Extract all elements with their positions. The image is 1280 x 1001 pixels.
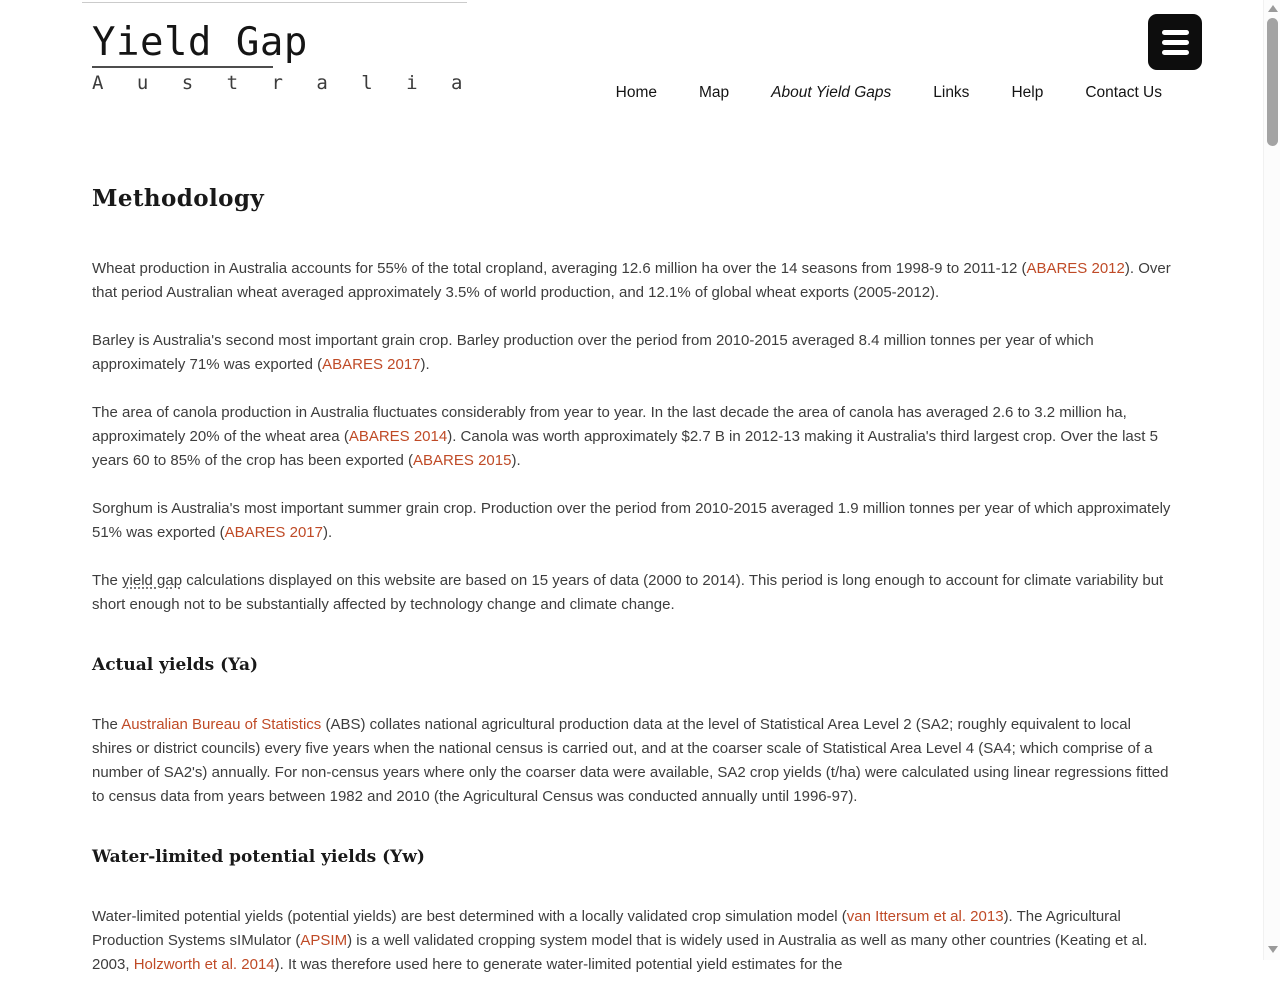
page-content — [92, 185, 1175, 1001]
nav-item-about-yield-gaps[interactable]: About Yield Gaps — [771, 84, 892, 101]
nav-item-help[interactable]: Help — [1011, 84, 1044, 101]
hamburger-icon — [1162, 40, 1189, 45]
scroll-down-icon[interactable] — [1268, 946, 1278, 953]
paragraph-sorghum — [92, 497, 1175, 545]
paragraph-yield-gap — [92, 569, 1175, 617]
inline-link[interactable]: ABARES 2015 — [413, 452, 512, 469]
hamburger-menu-button[interactable] — [1148, 14, 1202, 70]
text-segment: The — [92, 572, 123, 589]
section-heading-actual-yields: Actual yields (Ya) — [92, 655, 259, 675]
nav-item-links[interactable]: Links — [933, 84, 970, 101]
scroll-up-icon[interactable] — [1268, 5, 1278, 12]
site-logo-title: Yield Gap — [92, 20, 308, 65]
text-segment: ). — [420, 356, 430, 373]
inline-link[interactable]: ABARES 2017 — [224, 524, 323, 541]
text-segment: Water-limited potential yields (potential yields) are best determined with a locally validated crop simulation model ( — [92, 908, 847, 925]
paragraph-actual-yields — [92, 713, 1175, 809]
page-title: Methodology — [92, 185, 265, 212]
inline-link[interactable]: ABARES 2017 — [322, 356, 421, 373]
text-segment: calculations displayed on this website are based on 15 years of data (2000 to 2014). This period is long enough to account for climate variability but short enough not to be substantially affected by technology change and climate change. — [92, 572, 1164, 613]
text-segment: (ABS) collates national agricultural production data at the level of Statistical Area Level 2 (SA2; roughly equivalent to local shires or district councils) every five years when the national census is carried out, and at the coarser scale of Statistical Area Level 4 (SA4; which comprise of a number of SA2's) annually. For non-census years where only the coarser data were available, SA2 crop yields (t/ha) were calculated using linear regressions fitted to census data from years between 1982 and 2010 (the Agricultural Census was conducted annually until 1996-97). — [92, 716, 1169, 805]
header-top-divider — [82, 2, 467, 3]
text-segment: The — [92, 716, 122, 733]
text-segment: Barley is Australia's second most important grain crop. Barley production over the period from 2010-2015 averaged 8.4 million tonnes per year of which approximately 71% was exported ( — [92, 332, 1094, 373]
text-segment: The area of canola production in Australia fluctuates considerably from year to year. In the last decade the area of canola has averaged 2.6 to 3.2 million ha, approximately 20% of the wheat area ( — [92, 404, 1127, 445]
nav-item-map[interactable]: Map — [699, 84, 730, 101]
inline-link[interactable]: van Ittersum et al. 2013 — [846, 908, 1004, 925]
hamburger-icon — [1162, 50, 1189, 55]
main-nav — [616, 84, 1162, 102]
text-segment: ) is a well validated cropping system model that is widely used in Australia as well as many other countries (Keating et al. 2003, — [92, 932, 1148, 973]
nav-item-home[interactable]: Home — [615, 84, 658, 101]
inline-link[interactable]: Holzworth et al. 2014 — [133, 956, 275, 973]
section-heading-water-limited-yields: Water-limited potential yields (Yw) — [92, 847, 425, 867]
defined-term: yield gap — [122, 572, 183, 589]
paragraph-water-limited-yields — [92, 905, 1175, 977]
paragraph-wheat — [92, 257, 1175, 305]
text-segment: ). Over that period Australian wheat averaged approximately 3.5% of world production, and 12.1% of global wheat exports (2005-2012). — [92, 260, 1171, 301]
text-segment: ). — [322, 524, 333, 541]
nav-item-contact-us[interactable]: Contact Us — [1085, 84, 1162, 101]
text-segment: Sorghum is Australia's most important summer grain crop. Production over the period from 2010-2015 averaged 1.9 million tonnes per year of which approximately 51% was exported ( — [92, 500, 1171, 541]
site-logo-underline — [92, 66, 273, 68]
text-segment: ). The Agricultural Production Systems sIMulator ( — [92, 908, 1121, 949]
text-segment: Wheat production in Australia accounts for 55% of the total cropland, averaging 12.6 million ha over the 14 seasons from 1998-9 to 2011-12 ( — [92, 260, 1027, 277]
inline-link[interactable]: APSIM — [300, 932, 348, 949]
scrollbar-thumb[interactable] — [1267, 18, 1278, 146]
paragraph-barley — [92, 329, 1175, 377]
inline-link[interactable]: Australian Bureau of Statistics — [121, 716, 322, 733]
inline-link[interactable]: ABARES 2014 — [348, 428, 448, 445]
text-segment: ). Canola was worth approximately $2.7 B in 2012-13 making it Australia's third largest crop. Over the last 5 years 60 to 85% of the crop has been exported ( — [92, 428, 1158, 469]
site-logo[interactable] — [92, 22, 473, 94]
site-logo-subtitle: A u s t r a l i a — [92, 71, 474, 94]
text-segment: ). — [511, 452, 521, 469]
vertical-scrollbar[interactable] — [1263, 0, 1280, 960]
paragraph-canola — [92, 401, 1175, 473]
inline-link[interactable]: ABARES 2012 — [1026, 260, 1125, 277]
hamburger-icon — [1162, 30, 1189, 35]
text-segment: ). It was therefore used here to generate water-limited potential yield estimates for the — [274, 956, 843, 973]
